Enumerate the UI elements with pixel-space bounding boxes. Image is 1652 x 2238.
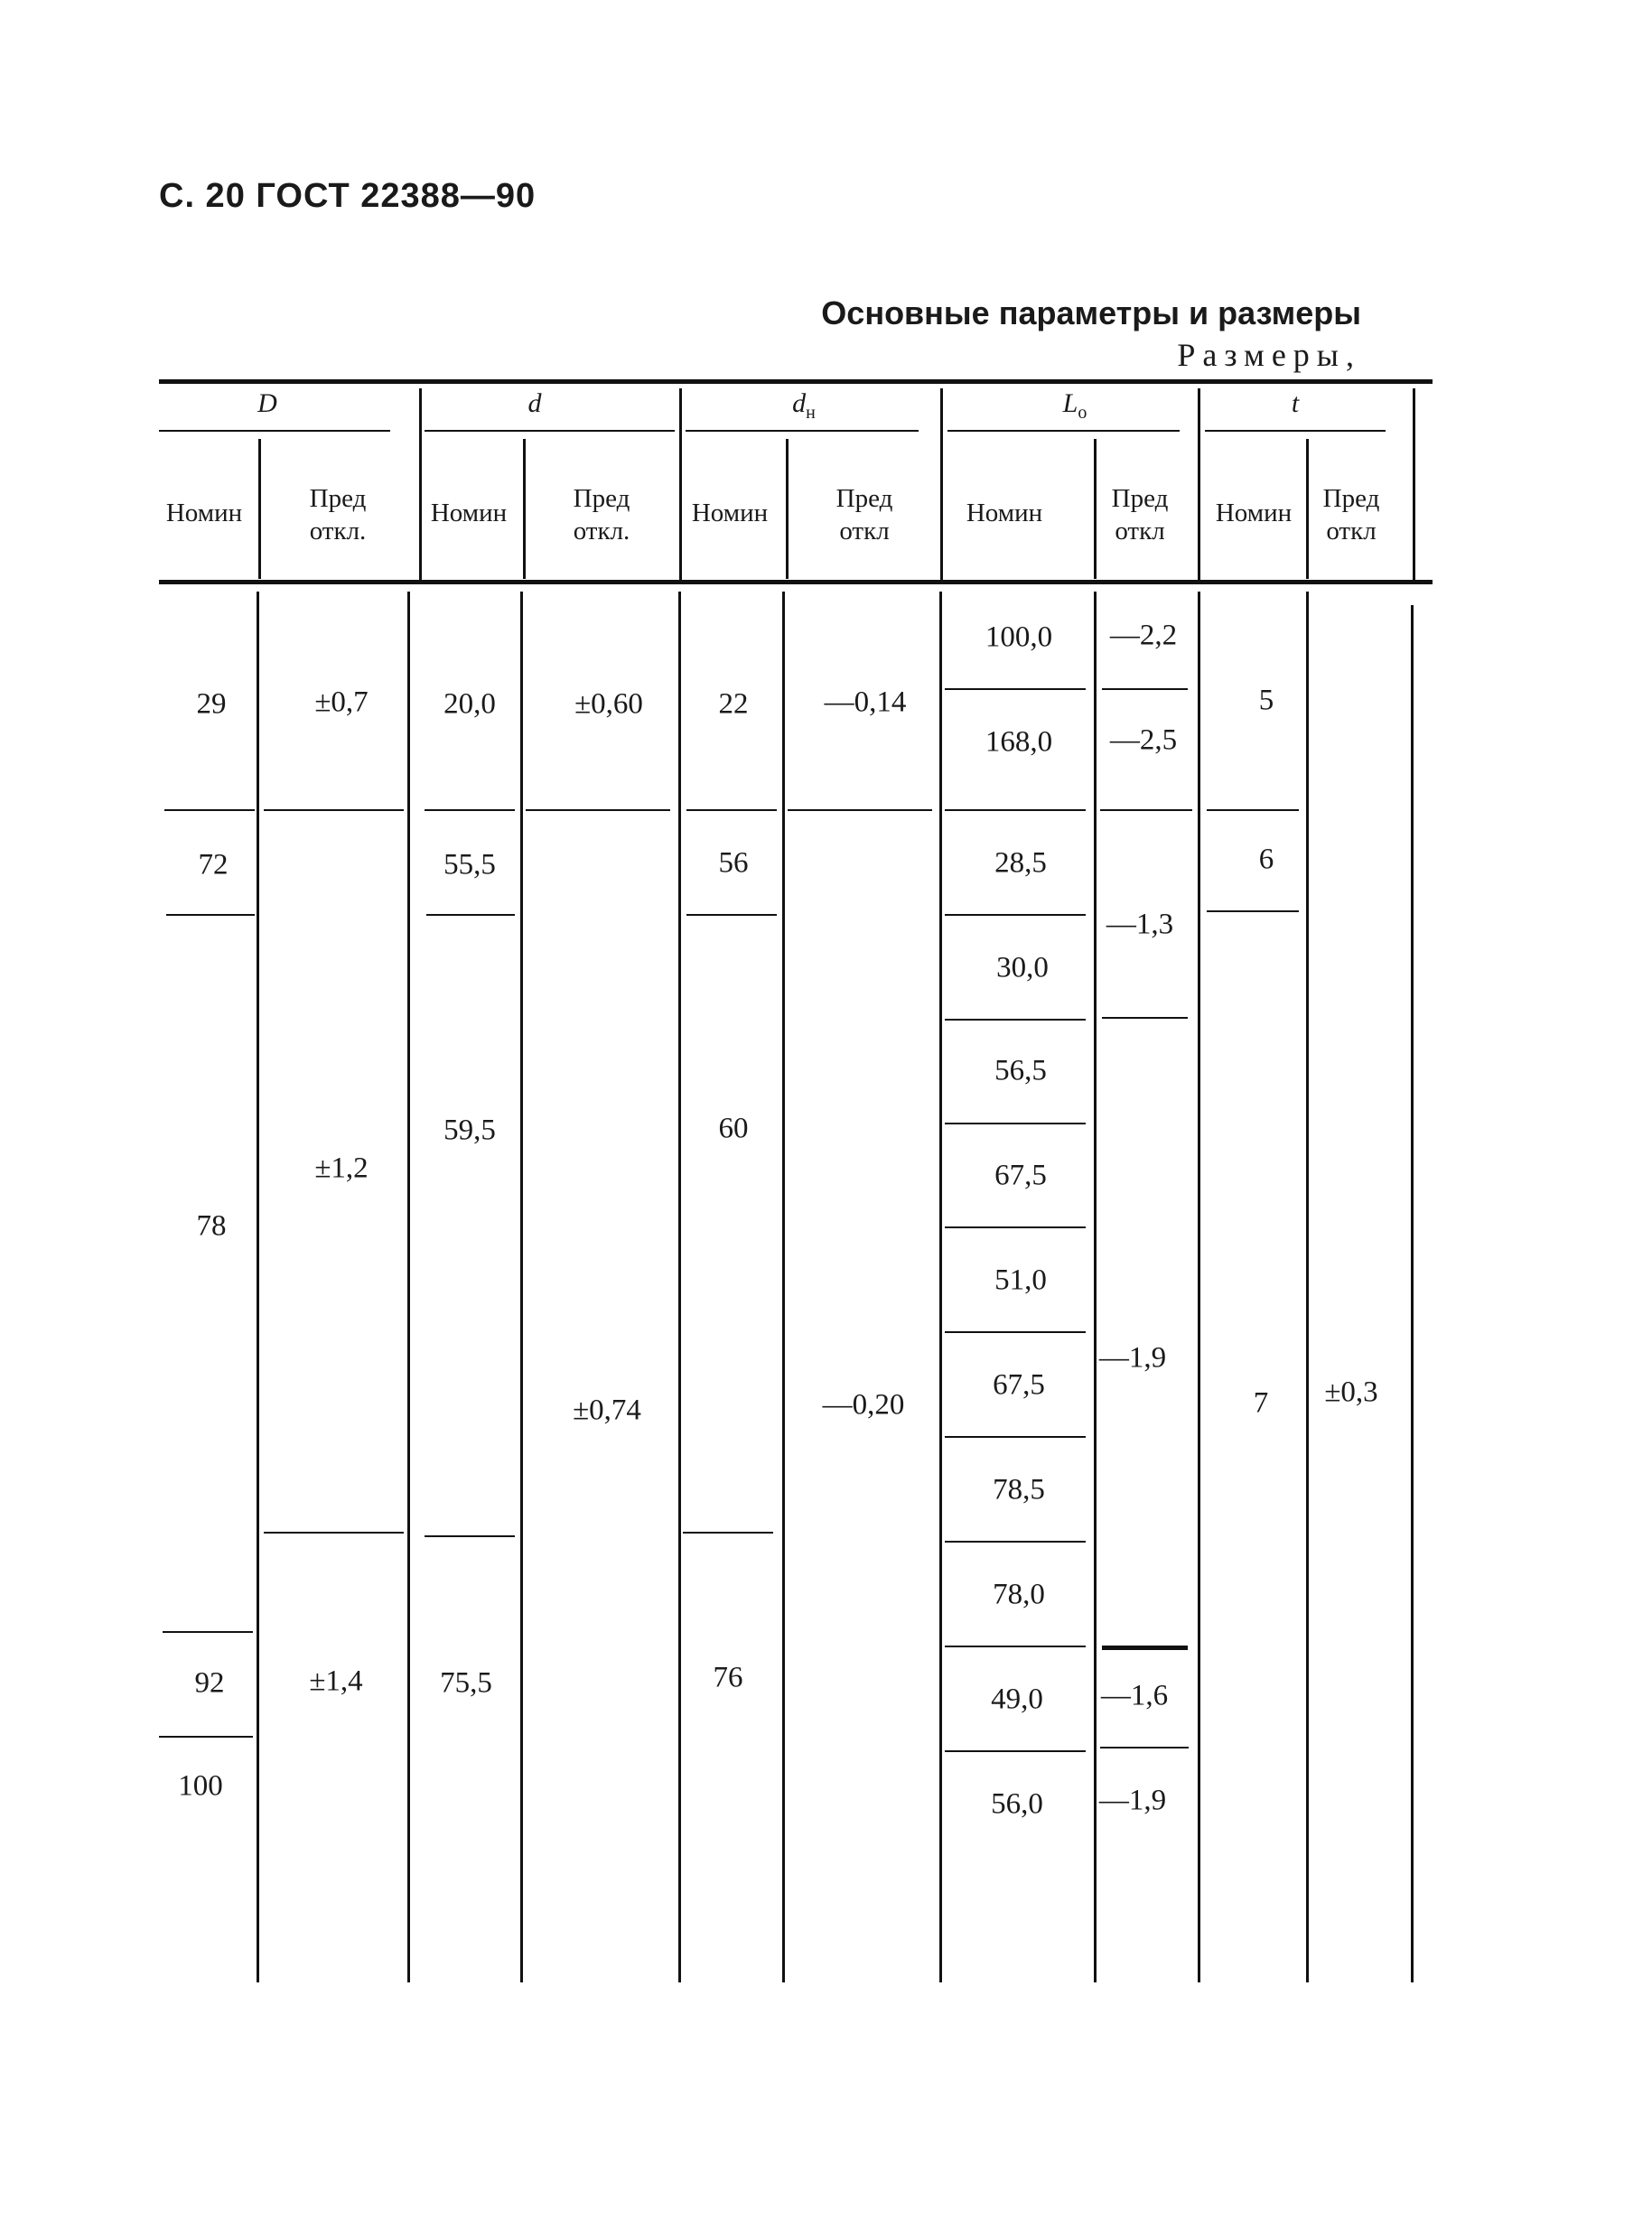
col-header-deviation: Пред откл. [573, 484, 630, 546]
body-col-line [782, 592, 785, 1982]
group-header-t: t [1291, 388, 1300, 418]
row-separator [1100, 809, 1192, 811]
row-separator [945, 1646, 1086, 1647]
D-nominal: 29 [196, 687, 227, 721]
t-nominal: 7 [1253, 1386, 1269, 1420]
L0-deviation: —2,5 [1109, 723, 1178, 757]
col-header-nominal: Номин [1215, 499, 1293, 527]
row-separator [1102, 1017, 1188, 1019]
subcol-divider [786, 439, 789, 579]
table-top-rule [159, 379, 1433, 384]
row-separator [945, 1331, 1086, 1333]
subcol-divider [258, 439, 261, 579]
L0-nominal: 51,0 [994, 1264, 1047, 1297]
body-col-line [1306, 592, 1309, 1982]
row-separator [425, 809, 515, 811]
body-col-line [257, 592, 259, 1982]
D-deviation: ±0,7 [314, 685, 369, 719]
d-nominal: 75,5 [440, 1666, 492, 1700]
L0-nominal: 168,0 [985, 725, 1053, 759]
subcol-divider [1306, 439, 1309, 579]
d-deviation: ±0,60 [574, 687, 643, 721]
units-label: Размеры, [1177, 337, 1361, 373]
row-separator [163, 1631, 253, 1633]
row-separator [1102, 688, 1188, 690]
col-header-nominal: Номин [691, 499, 769, 527]
col-header-nominal: Номин [966, 499, 1043, 527]
group-underline [1205, 430, 1386, 432]
col-divider [419, 388, 422, 583]
row-separator [426, 914, 515, 916]
D-nominal: 78 [196, 1209, 227, 1243]
body-col-line [1094, 592, 1097, 1982]
D-nominal: 92 [194, 1666, 225, 1700]
body-col-line [939, 592, 942, 1982]
group-underline [159, 430, 390, 432]
dn-nominal: 22 [718, 687, 749, 721]
D-deviation: ±1,4 [309, 1665, 363, 1698]
body-col-line [407, 592, 410, 1982]
L0-nominal: 28,5 [994, 846, 1047, 880]
body-col-line [1198, 592, 1200, 1982]
col-header-deviation: Пред откл. [309, 484, 367, 546]
row-separator [788, 809, 932, 811]
group-underline [425, 430, 675, 432]
row-separator [945, 1541, 1086, 1543]
dn-nominal: 60 [718, 1112, 749, 1145]
group-underline [686, 430, 919, 432]
row-separator [945, 1750, 1086, 1752]
row-separator [1207, 809, 1299, 811]
col-header-nominal: Номин [165, 499, 243, 527]
row-separator [945, 914, 1086, 916]
row-separator [945, 1436, 1086, 1438]
row-separator [1102, 1646, 1188, 1650]
L0-nominal: 78,0 [993, 1578, 1045, 1611]
group-underline [947, 430, 1180, 432]
row-separator [1100, 1747, 1189, 1748]
L0-deviation: —1,6 [1100, 1679, 1169, 1712]
D-nominal: 72 [198, 848, 229, 881]
row-separator [159, 1736, 253, 1738]
body-col-line [678, 592, 681, 1982]
row-separator [945, 688, 1086, 690]
d-nominal: 59,5 [443, 1114, 496, 1147]
row-separator [164, 809, 255, 811]
subcol-divider [523, 439, 526, 579]
group-header-d: d [527, 388, 542, 418]
L0-nominal: 100,0 [985, 620, 1053, 654]
row-separator [1207, 910, 1299, 912]
section-title: Основные параметры и размеры [821, 294, 1361, 331]
dn-deviation: —0,14 [824, 685, 907, 719]
col-header-nominal: Номин [430, 499, 508, 527]
row-separator [945, 1226, 1086, 1228]
L0-nominal: 78,5 [993, 1473, 1045, 1506]
d-nominal: 55,5 [443, 848, 496, 881]
t-nominal: 5 [1258, 684, 1274, 717]
L0-nominal: 67,5 [993, 1368, 1045, 1402]
D-nominal: 100 [178, 1769, 223, 1803]
row-separator [264, 1532, 404, 1534]
col-header-deviation: Пред откл [835, 484, 893, 546]
dn-deviation: —0,20 [822, 1388, 905, 1422]
L0-nominal: 67,5 [994, 1159, 1047, 1192]
page-header: С. 20 ГОСТ 22388—90 [159, 177, 537, 215]
L0-deviation: —2,2 [1109, 619, 1178, 652]
group-header-dn: $d_н$ [792, 388, 816, 423]
d-nominal: 20,0 [443, 687, 496, 721]
row-separator [166, 914, 255, 916]
L0-nominal: 30,0 [996, 951, 1049, 984]
L0-deviation: —1,9 [1098, 1341, 1167, 1375]
row-separator [526, 809, 670, 811]
body-col-line [520, 592, 523, 1982]
row-separator [264, 809, 404, 811]
header-bottom-rule [159, 580, 1433, 584]
col-divider [679, 388, 682, 583]
L0-deviation: —1,9 [1098, 1784, 1167, 1817]
row-separator [683, 1532, 773, 1534]
row-separator [686, 809, 777, 811]
subcol-divider [1094, 439, 1097, 579]
L0-deviation: —1,3 [1106, 908, 1174, 941]
group-header-L0: $L_о$ [1062, 388, 1087, 423]
row-separator [945, 1019, 1086, 1021]
dn-nominal: 56 [718, 846, 749, 880]
L0-nominal: 56,5 [994, 1054, 1047, 1087]
col-divider [940, 388, 943, 583]
group-header-D: D [257, 388, 277, 418]
row-separator [425, 1535, 515, 1537]
row-separator [945, 1123, 1086, 1124]
col-divider [1198, 388, 1200, 583]
L0-nominal: 56,0 [991, 1787, 1043, 1821]
row-separator [686, 914, 777, 916]
L0-nominal: 49,0 [991, 1683, 1043, 1716]
body-col-line [1411, 605, 1414, 1982]
row-separator [945, 809, 1086, 811]
D-deviation: ±1,2 [314, 1152, 369, 1185]
t-deviation: ±0,3 [1324, 1375, 1378, 1409]
t-nominal: 6 [1258, 843, 1274, 876]
dn-nominal: 76 [713, 1661, 743, 1694]
col-divider [1413, 388, 1415, 583]
col-header-deviation: Пред откл [1111, 484, 1169, 546]
col-header-deviation: Пред откл [1322, 484, 1380, 546]
d-deviation: ±0,74 [573, 1394, 641, 1427]
